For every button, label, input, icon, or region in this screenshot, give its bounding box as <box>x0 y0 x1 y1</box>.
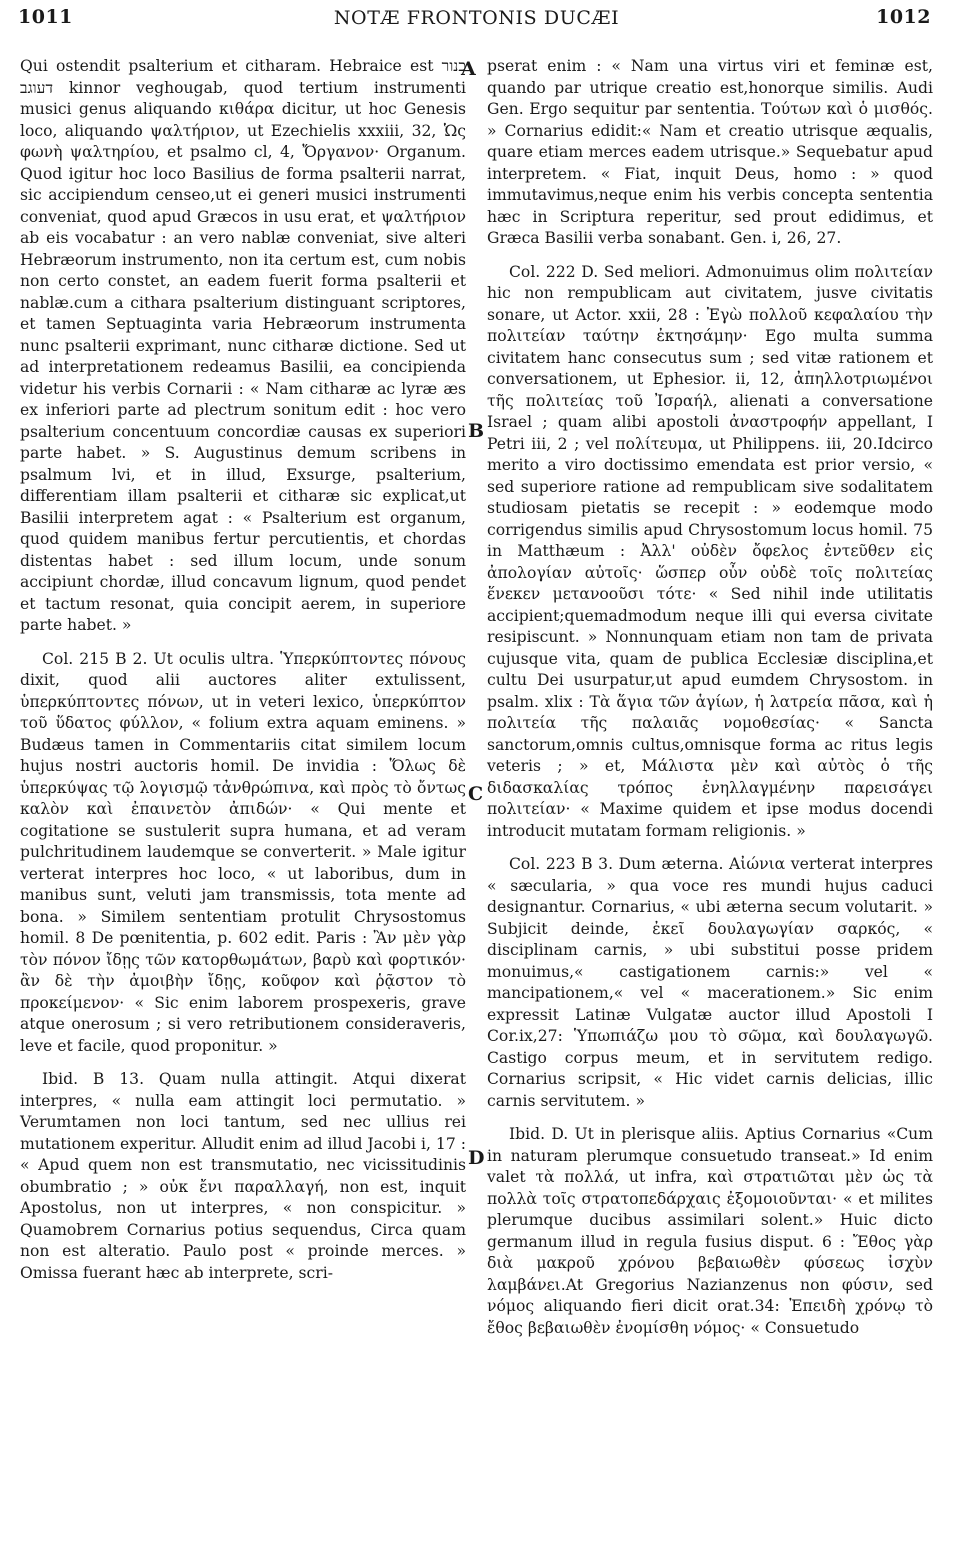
right-paragraph-3: Col. 223 B 3. Dum æterna. Αἰώνια verterat interpres « sæcularia, » qua voce res mundi hujus caduci designantur. Cornarius, « ubi æterna secum volutarit. » Subjicit deinde, ἐκεῖ δουλαγωγίαν σαρκός, « disciplinam carnis, » ubi substitui posse pridem monuimus,« castigationem carnis:» vel « mancipationem,« vel « macerationem.» Sic enim expressit Latinæ Vulgatæ auctor illud Apostoli I Cor.ix,27: Ὑπωπιάζω μου τὸ σῶμα, καὶ δουλαγωγῶ. Castigo corpus meum, et in servitutem redigo. Cornarius scripsit, « Hic videt carnis delicias, illic carnis servitutem. » <box>487 855 933 1110</box>
right-paragraph-4: Ibid. D. Ut in plerisque aliis. Aptius Cornarius «Cum in naturam plerumque consuetudo transeat.» Id enim valet τὰ πολλά, ut infra, καὶ στρατιῶται μὲν ὡς τὰ πολλὰ τοῖς στρατοπεδάρχαις ἐξομοιοῦνται· « et milites plerumque ducibus assimilari solent.» Huic dicto germanum illud in regula fusius disput. 6 : Ἔθος γὰρ διὰ μακροῦ χρόνου βεβαιωθὲν φύσεως ἰσχὺν λαμβάνει.At Gregorius Nazianzenus non φύσιν, sed νόμος aliquando fieri dicit orat.34: Ἐπειδὴ χρόνῳ τὸ ἔθος βεβαιωθὲν ἐνομίσθη νόμος· « Consuetudo <box>487 1125 933 1337</box>
running-title: NOTÆ FRONTONIS DUCÆI <box>333 7 620 29</box>
right-paragraph-1: pserat enim : « Nam una virtus viri et feminæ est, quando par utrique creatio est,honorque similis. Audi Gen. Ergo sequitur par sententia. Τούτων καὶ ὁ μισθός. » Cornarius edidit:« Nam et creatio utrisque æqualis, quare etiam merces eadem utrisque.» Sequebatur apud interpretem. « Fiat, inquit Deus, homo : » quod immutavimus,neque enim his verbis concepta sententia hæc in Scriptura reperitur, sed prout edidimus, et Græca Basilii verba sonabant. Gen. i, 26, 27. <box>487 57 933 247</box>
margin-marker-b: B <box>468 420 485 442</box>
page-number-left: 1011 <box>18 6 73 28</box>
right-column <box>487 56 933 1351</box>
margin-marker-a: A <box>461 58 476 80</box>
left-column <box>20 56 466 1296</box>
left-paragraph-3: Ibid. B 13. Quam nulla attingit. Atqui dixerat interpres, « nulla eam attingit loci permutatio. » Verumtamen non loci tantum, sed nec ullius rei mutationem experitur. Alludit enim ad illud Jacobi i, 17 : « Apud quem non est transmutatio, nec vicissitudinis obumbratio ; » οὐκ ἔνι παραλλαγή, non est, inquit Apostolus, non ut interpres, « non conspicitur. » Quamobrem Cornarius potius sequendus, Circa quam non est alteratio. Paulo post « proinde merces. » Omissa fuerant hæc ab interprete, scri- <box>20 1070 466 1282</box>
page-number-right: 1012 <box>876 6 931 28</box>
right-paragraph-2: Col. 222 D. Sed meliori. Admonuimus olim πολιτείαν hic non rempublicam aut civitatem, jusve civitatis sonare, ut Actor. xxii, 28 : Ἐγὼ πολλοῦ κεφαλαίου τὴν πολιτείαν ταύτην ἐκτησάμην· Ego multa summa civitatem hanc consecutus sum ; sed vitæ rationem et conversationem, ut Ephesior. ii, 12, ἀπηλλοτριωμένοι τῆς πολιτείας τοῦ Ἰσραήλ, alienati a conversatione Israel ; quam alibi apostoli ἀναστροφήν appellant, I Petri iii, 2 ; vel πολίτευμα, ut Philippens. iii, 20.Idcirco merito a viro doctissimo emendata est prior versio, « sed superiore ratione ad rempublicam sive sodalitatem studiosam pietatis se recepit : » eodemque modo corrigendus similis apud Chrysostomum locus homil. 75 in Matthæum : Ἀλλ' οὐδὲν ὄφελος ἐντεῦθεν εἰς ἀπολογίαν αὐτοῖς· ὥσπερ οὖν οὐδὲ τοῖς πολιτείας ἕνεκεν μετανοοῦσι τότε· « Sed nihil inde utilitatis accipient;quemadmodum neque illi qui eversa civitate resipiscunt. » Nonnunquam etiam non tam de privata cujusque vita, quam de publica Ecclesiæ disciplina,et cultu Dei usurpatur,ut apud eumdem Chrysostom. in psalm. xlix : Τὰ ἅγια τῶν ἁγίων, ἡ λατρεία πᾶσα, καὶ ἡ πολιτεία τῆς παλαιᾶς νομοθεσίας· « Sancta sanctorum,omnis cultus,omnisque forma ac ritus legis veteris ; » et, Μάλιστα μὲν καὶ αὐτὸς ὁ τῆς διδασκαλίας τρόπος ἐνηλλαγμένην παρεισάγει πολιτείαν· « Maxime quidem et ipse modus docendi introducit mutatam formam religionis. » <box>487 262 933 840</box>
left-paragraph-1: Qui ostendit psalterium et citharam. Hebraice est כנור דעוגב kinnor veghougab, quod tertium instrumenti musici genus aliquando κιθάρα dicitur, ut hoc Genesis loco, aliquando ψαλτήριον, ut Ezechielis xxxiii, 32, Ὡς φωνὴ ψαλτηρίου, et psalmo cl, 4, Ὄργανον· Organum. Quod igitur hoc loco Basilius de forma psalterii narrat, sic accipiendum censeo,ut ei generi musici instrumenti conveniat, quod apud Græcos in usu erat, et ψαλτήριον ab eis vocabatur : an vero nablæ conveniat, sive alteri Hebræorum instrumento, non ita certum est, cum nobis non certo constet, an eadem fuerit forma psalterii et nablæ.cum a cithara psalterium distinguant scriptores, et tamen Septuaginta varia Hebræorum instrumenta nunc psalterii exprimant, nunc citharæ dictione. Sed ut ad interpretationem redeamus Basilii, ea concipienda videtur his verbis Cornarii : « Nam citharæ ac lyræ æs ex inferiori parte ad plectrum sonitum edit : hoc vero psalterium concentuum concordiæ causas ex superiori parte habet. » S. Augustinus demum scribens in psalmum lvi, et in illud, Exsurge, psalterium, differentiam illam psalterii et citharæ sic explicat,ut Basilii interpretem agat : « Psalterium est organum, quod quidem manibus fertur percutientis, et chordas distentas habet : sed illum locum, unde sonum accipiunt chordæ, illud concavum lignum, quod pendet et tactum resonat, quia concipit aerem, in superiore parte habet. » <box>20 57 466 634</box>
left-paragraph-2: Col. 215 B 2. Ut oculis ultra. Ὑπερκύπτοντες πόνους dixit, quod alii auctores aliter extulissent, ὑπερκύπτοντες πόνων, ut in veteri lexico, ὑπερκύπτον τοῦ ὕδατος φύλλον, « folium extra aquam eminens. » Budæus tamen in Commentariis citat similem locum hujus nostri auctoris homil. De invidia : Ὅλως δὲ ὑπερκύψας τῷ λογισμῷ τἀνθρώπινα, καὶ πρὸς τὸ ὄντως καλὸν καὶ ἐπαινετὸν ἀπιδών· « Qui mente et cogitatione se sustulerit supra humana, et ad veram pulchritudinem laudemque se converterit. » Male igitur verterat interpres hoc loco, « ut laboribus, dum in manibus sunt, veluti jam transmissis, tota mente ad bona. » Similem sententiam protulit Chrysostomus homil. 8 De pœnitentia, p. 602 edit. Paris : Ἂν μὲν γὰρ τὸν πόνον ἴδῃς τῶν κατορθωμάτων, βαρὺ καὶ φορτικόν· ἂν δὲ τὴν ἀμοιβὴν ἴδῃς, κοῦφον καὶ ῥᾷστον τὸ προκείμενον· « Sic enim laborem prospexeris, grave atque onerosum ; si vero retributionem consideraveris, leve et facile, quod proponitur. » <box>20 649 466 1055</box>
page-header <box>0 0 953 44</box>
margin-marker-d: D <box>468 1147 485 1169</box>
margin-marker-c: C <box>468 783 484 805</box>
